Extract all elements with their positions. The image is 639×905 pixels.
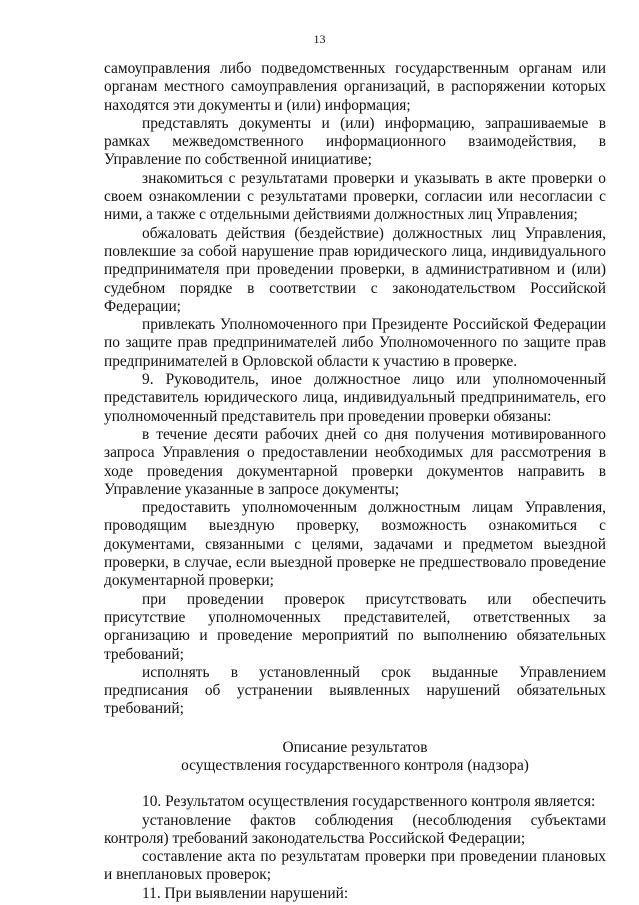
document-body [104, 60, 606, 903]
paragraph: знакомиться с результатами проверки и указывать в акте проверки о своем ознакомлении с результатами проверки, согласии или несогласии с ними, а также с отдельными действиями должностных лиц Управления; [104, 169, 606, 224]
paragraph: при проведении проверок присутствовать или обеспечить присутствие уполномоченных представителей, ответственных за организацию и проведение мероприятий по выполнению обязательных требований; [104, 590, 606, 663]
paragraph-item-9: 9. Руководитель, иное должностное лицо или уполномоченный представитель юридического лица, индивидуальный предприниматель, его уполномоченный представитель при проведении проверки обязаны: [104, 371, 606, 425]
section-heading-line-1: Описание результатов [282, 738, 428, 756]
paragraph-item-10: 10. Результатом осуществления государственного контроля является: [142, 793, 596, 811]
paragraph: исполнять в установленный срок выданные Управлением предписания об устранении выявленных нарушений обязательных требований; [104, 663, 606, 718]
paragraph: привлекать Уполномоченного при Президенте Российской Федерации по защите прав предпринимателей либо Уполномоченного по защите прав предпринимателей в Орловской области к участию в проверке. [104, 316, 606, 370]
paragraph: предоставить уполномоченным должностным лицам Управления, проводящим выездную проверку, возможность ознакомиться с документами, связанными с целями, задачами и предметом выездной проверки, в случае, если выездной проверке не предшествовало проведение документарной проверки; [104, 499, 606, 590]
page-number: 13 [313, 32, 326, 46]
section-heading-line-2: осуществления государственного контроля (надзора) [181, 756, 529, 774]
paragraph: в течение десяти рабочих дней со дня получения мотивированного запроса Управления о предоставлении необходимых для рассмотрения в ходе проведения документарной проверки документов направить в Управление указанные в запросе документы; [104, 425, 606, 498]
paragraph-continuation: самоуправления либо подведомственных государственным органам или органам местного самоуправления организаций, в распоряжении которых находятся эти документы и (или) информация; [104, 60, 606, 114]
paragraph: представлять документы и (или) информацию, запрашиваемые в рамках межведомственного информационного взаимодействия, в Управление по собственной инициативе; [104, 114, 606, 169]
paragraph: установление фактов соблюдения (несоблюдения субъектами контроля) требований законодательства Российской Федерации; [104, 811, 606, 847]
paragraph: обжаловать действия (бездействие) должностных лиц Управления, повлекшие за собой нарушение прав юридического лица, индивидуального предпринимателя при проведении проверки, в административном и (или) судебном порядке в соответствии с законодательством Российской Федерации; [104, 224, 606, 315]
paragraph: составление акта по результатам проверки при проведении плановых и внеплановых проверок; [104, 848, 606, 884]
section-heading [104, 739, 606, 776]
paragraph-item-11: 11. При выявлении нарушений: [142, 884, 349, 902]
